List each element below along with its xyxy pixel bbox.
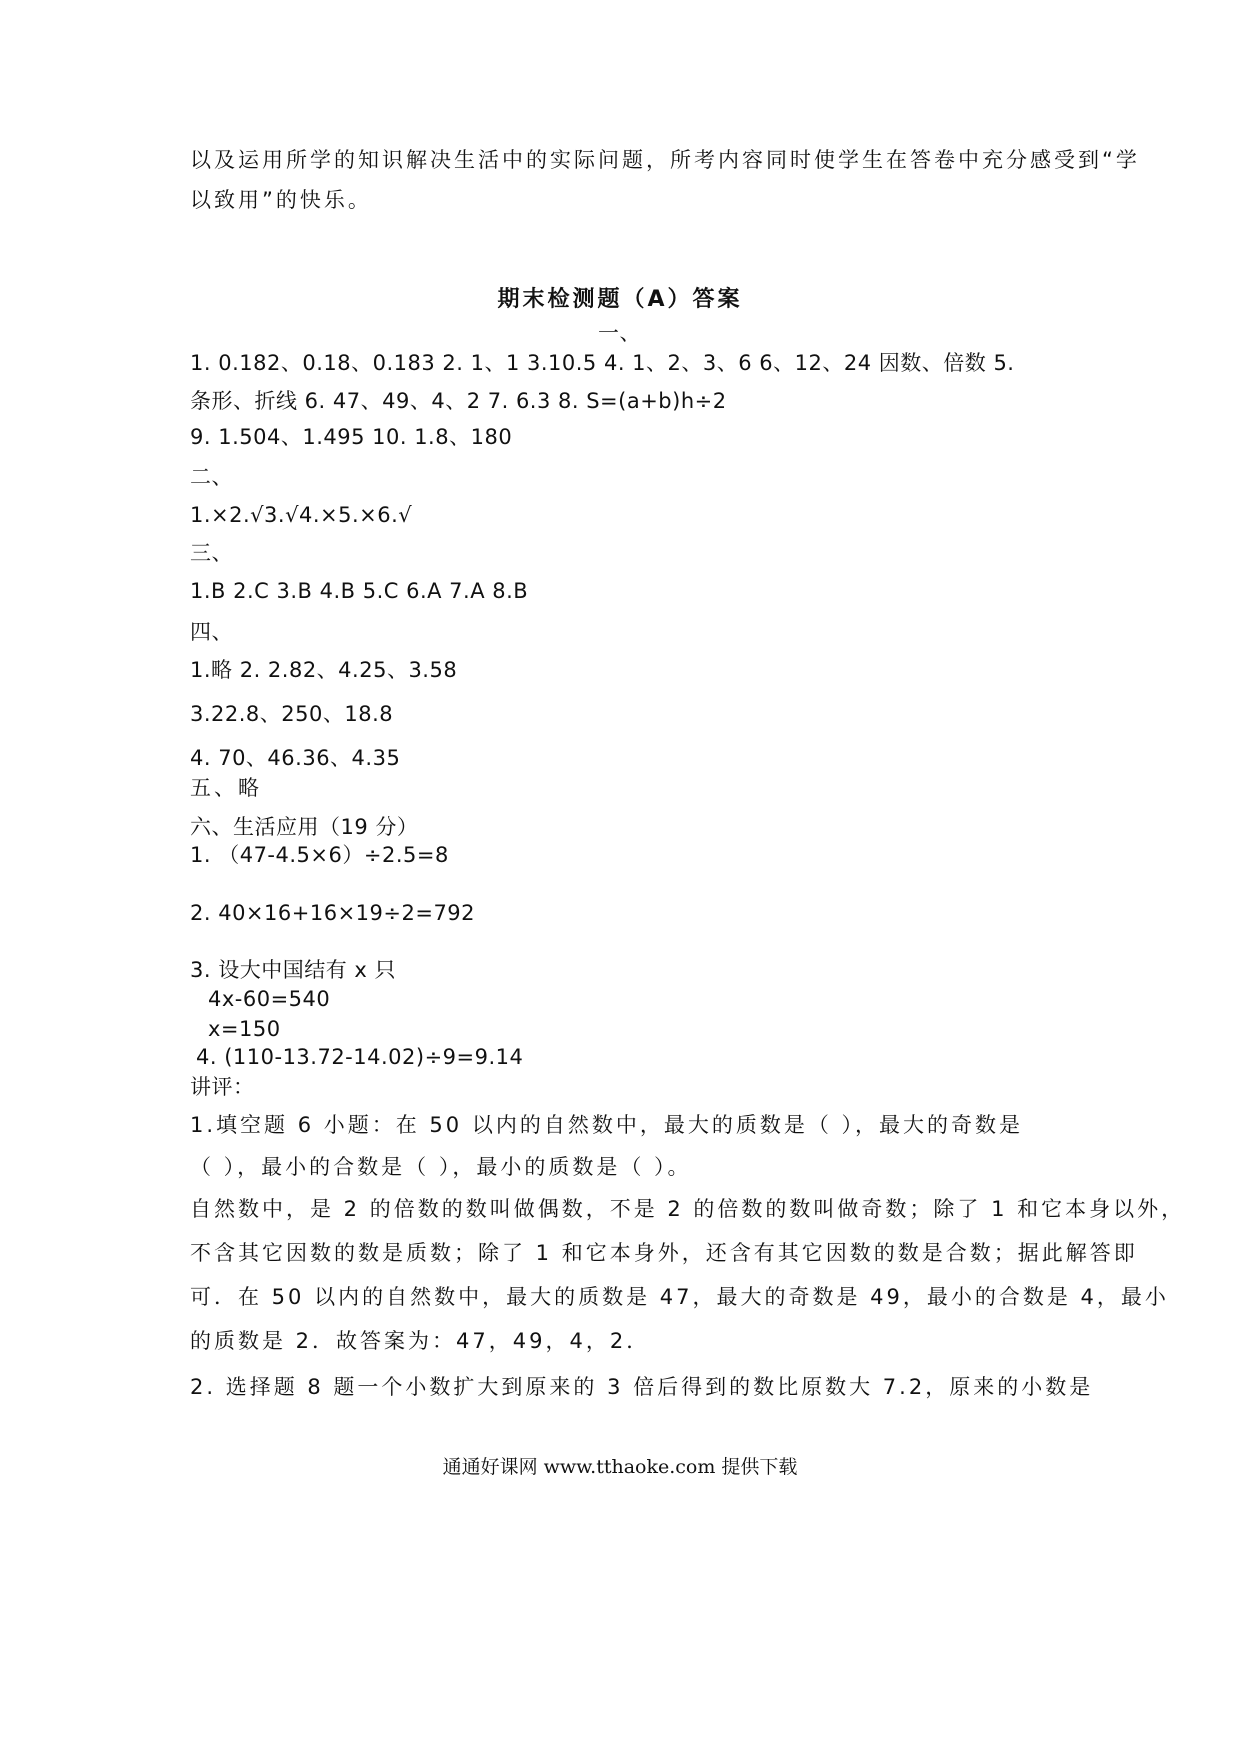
intro-line-2: 以致用”的快乐。 (190, 188, 372, 212)
commentary-line-6: 的质数是 2．故答案为：47，49，4，2． (190, 1329, 651, 1353)
commentary-line-4: 不含其它因数的数是质数；除了 1 和它本身外，还含有其它因数的数是合数；据此解答即 (190, 1241, 1138, 1265)
commentary-line-7: 2. 选择题 8 题一个小数扩大到原来的 3 倍后得到的数比原数大 7.2，原来的小数是 (190, 1375, 1094, 1399)
section1-line-3: 9. 1.504、1.495 10. 1.8、180 (190, 425, 513, 449)
section6-heading: 六、生活应用（19 分） (190, 815, 419, 839)
section6-line-3: 3. 设大中国结有 x 只 (190, 958, 396, 982)
section4-line-2: 3.22.8、250、18.8 (190, 702, 394, 726)
section4-line-1: 1.略 2. 2.82、4.25、3.58 (190, 658, 458, 682)
section4-heading: 四、 (190, 620, 233, 644)
section1-line-1: 1. 0.182、0.18、0.183 2. 1、1 3.10.5 4. 1、2、3、6 6、12、24 因数、倍数 5. (190, 351, 1015, 375)
section6-line-1: 1. （47-4.5×6）÷2.5=8 (190, 843, 449, 867)
commentary-line-5: 可．在 50 以内的自然数中，最大的质数是 47，最大的奇数是 49，最小的合数是 4，最小 (190, 1285, 1169, 1309)
section1-heading: 一、 (598, 321, 641, 345)
section3-heading: 三、 (190, 541, 233, 565)
commentary-line-3: 自然数中，是 2 的倍数的数叫做偶数，不是 2 的倍数的数叫做奇数；除了 1 和它本身以外， (190, 1197, 1186, 1221)
section6-line-4: 4x-60=540 (208, 987, 331, 1011)
section6-line-2: 2. 40×16+16×19÷2=792 (190, 901, 476, 925)
commentary-heading: 讲评： (190, 1075, 255, 1099)
commentary-line-1: 1.填空题 6 小题：在 50 以内的自然数中，最大的质数是（ ），最大的奇数是 (190, 1113, 1023, 1137)
section1-line-2: 条形、折线 6. 47、49、4、2 7. 6.3 8. S=(a+b)h÷2 (190, 389, 727, 413)
section6-line-6: 4. (110-13.72-14.02)÷9=9.14 (196, 1045, 524, 1069)
intro-line-1: 以及运用所学的知识解决生活中的实际问题，所考内容同时使学生在答卷中充分感受到“学 (190, 148, 1140, 172)
section2-heading: 二、 (190, 465, 233, 489)
section5-heading: 五、略 (190, 776, 262, 800)
answer-title: 期末检测题（A）答案 (497, 287, 743, 312)
section3-answers: 1.B 2.C 3.B 4.B 5.C 6.A 7.A 8.B (190, 579, 529, 603)
footer-source: 通通好课网 www.tthaoke.com 提供下载 (442, 1456, 798, 1478)
commentary-line-2: （ ），最小的合数是（ ），最小的质数是（ ）。 (190, 1155, 692, 1179)
section6-line-5: x=150 (208, 1017, 281, 1041)
section4-line-3: 4. 70、46.36、4.35 (190, 746, 401, 770)
section2-answers: 1.×2.√3.√4.×5.×6.√ (190, 503, 413, 527)
